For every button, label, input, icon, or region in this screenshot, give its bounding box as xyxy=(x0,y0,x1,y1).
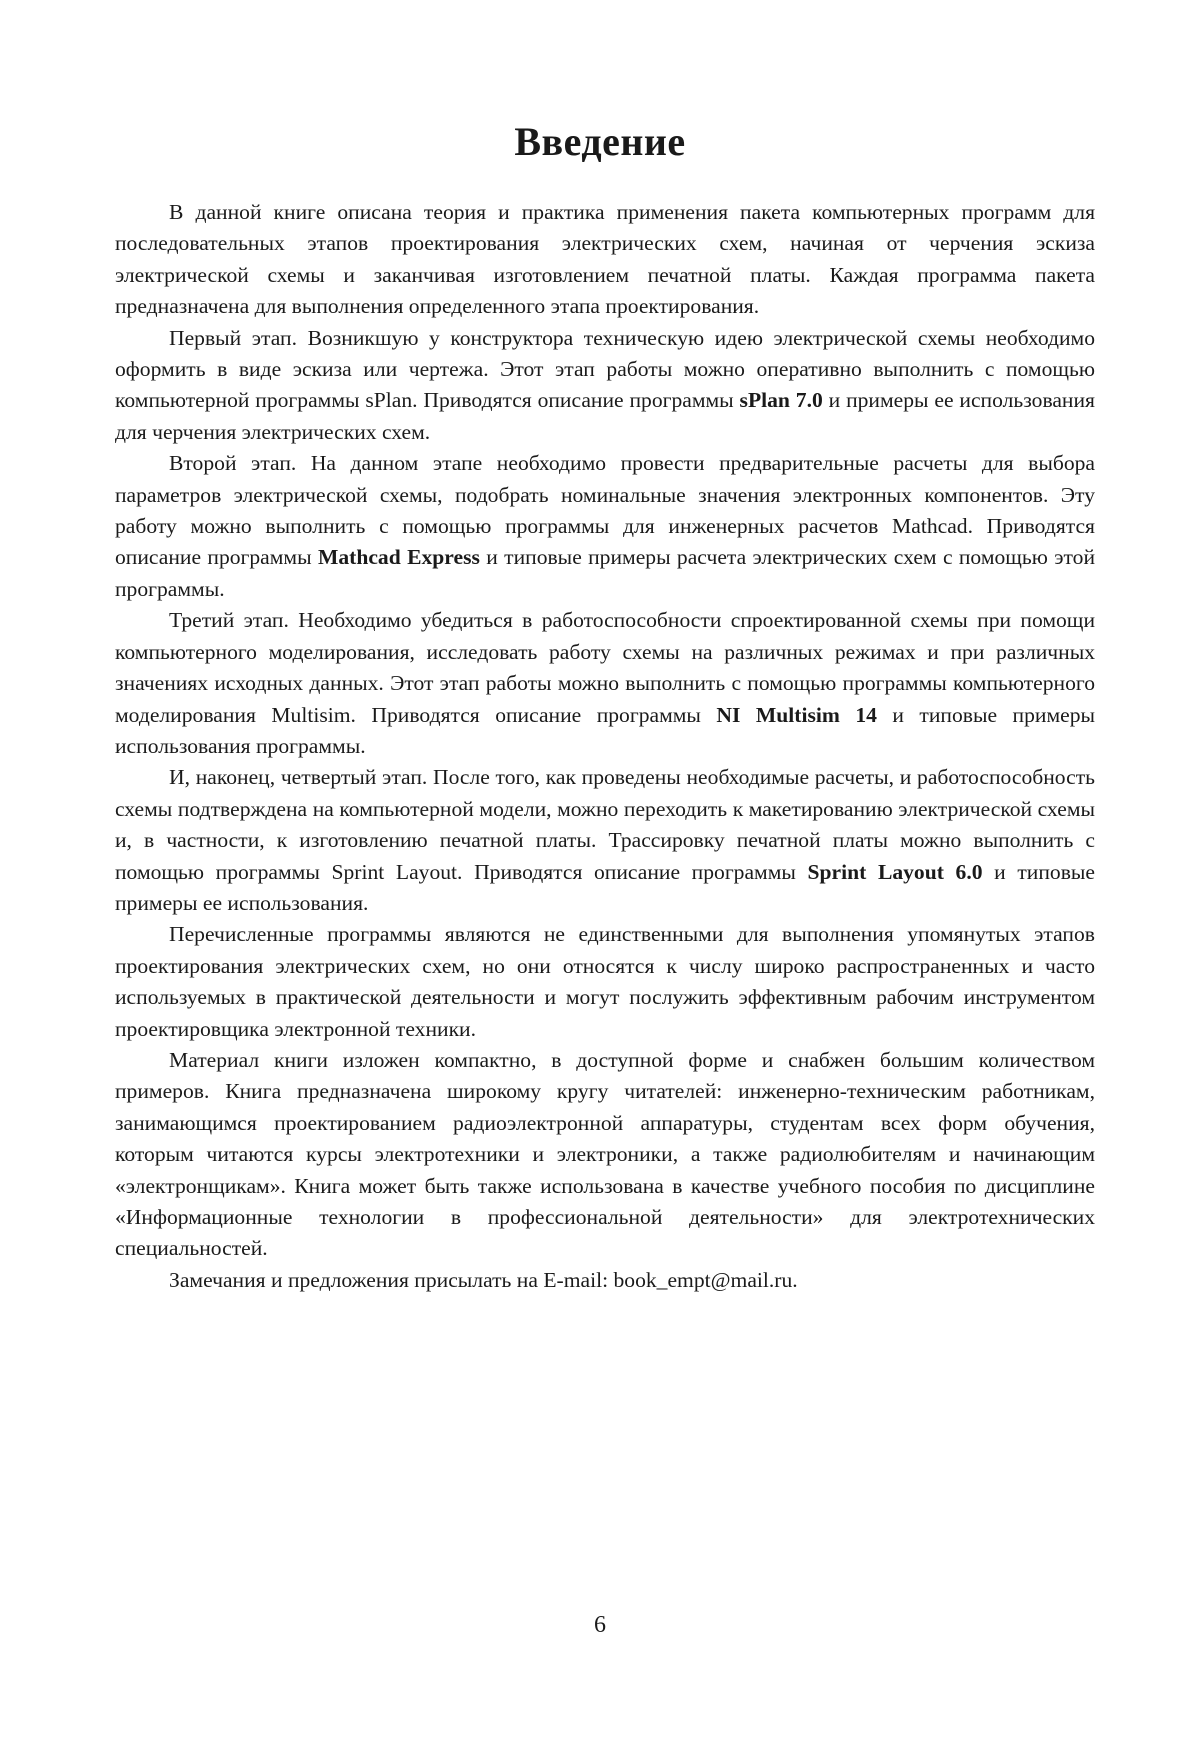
paragraph xyxy=(115,197,1095,323)
paragraph xyxy=(115,919,1095,1045)
program-name: NI Multisim 14 xyxy=(716,703,877,727)
paragraph-text: и примеры ее использования для черчения электрических схем. xyxy=(115,388,1095,443)
paragraph xyxy=(115,1265,1095,1296)
paragraph-text: и типовые примеры использования программы. xyxy=(115,703,1095,758)
paragraph-text: И, наконец, четвертый этап. После того, как проведены необходимые расчеты, и работоспособность схемы подтверждена на компьютерной модели, можно переходить к макетированию электрической схемы и, в частности, к изготовлению печатной платы. Трассировку печатной платы можно выполнить с помощью программы Sprint Layout. Приводятся описание программы xyxy=(115,765,1095,883)
program-name: Mathcad Express xyxy=(318,545,480,569)
paragraph xyxy=(115,1045,1095,1265)
page-title: Введение xyxy=(0,118,1200,165)
paragraph xyxy=(115,323,1095,449)
paragraph-text: Первый этап. Возникшую у конструктора техническую идею электрической схемы необходимо оформить в виде эскиза или чертежа. Этот этап работы можно оперативно выполнить с помощью компьютерной программы sPlan. Приводятся описание программы xyxy=(115,326,1095,413)
body-text xyxy=(115,197,1095,1296)
document-page xyxy=(0,0,1200,1755)
paragraph xyxy=(115,448,1095,605)
program-name: sPlan 7.0 xyxy=(740,388,823,412)
paragraph-text: и типовые примеры расчета электрических схем с помощью этой программы. xyxy=(115,545,1095,600)
paragraph-text: Материал книги изложен компактно, в доступной форме и снабжен большим количеством примеров. Книга предназначена широкому кругу читателей: инженерно-техническим работникам, занимающимся проектированием радиоэлектронной аппаратуры, студентам всех форм обучения, которым читаются курсы электротехники и электроники, а также радиолюбителям и начинающим «электронщикам». Книга может быть также использована в качестве учебного пособия по дисциплине «Информационные технологии в профессиональной деятельности» для электротехнических специальностей. xyxy=(115,1048,1095,1260)
paragraph-text: В данной книге описана теория и практика применения пакета компьютерных программ для последовательных этапов проектирования электрических схем, начиная от черчения эскиза электрической схемы и заканчивая изготовлением печатной платы. Каждая программа пакета предназначена для выполнения определенного этапа проектирования. xyxy=(115,200,1095,318)
paragraph-text: Третий этап. Необходимо убедиться в работоспособности спроектированной схемы при помощи компьютерного моделирования, исследовать работу схемы на различных режимах и при различных значениях исходных данных. Этот этап работы можно выполнить с помощью программы компьютерного моделирования Multisim. Приводятся описание программы xyxy=(115,608,1095,726)
paragraph-text: Перечисленные программы являются не единственными для выполнения упомянутых этапов проектирования электрических схем, но они относятся к числу широко распространенных и часто используемых в практической деятельности и могут послужить эффективным рабочим инструментом проектировщика электронной техники. xyxy=(115,922,1095,1040)
paragraph xyxy=(115,605,1095,762)
page-number: 6 xyxy=(0,1612,1200,1639)
paragraph xyxy=(115,762,1095,919)
paragraph-text: и типовые примеры ее использования. xyxy=(115,860,1095,915)
paragraph-text: Замечания и предложения присылать на E-mail: book_empt@mail.ru. xyxy=(169,1268,798,1292)
paragraph-text: Второй этап. На данном этапе необходимо провести предварительные расчеты для выбора параметров электрической схемы, подобрать номинальные значения электронных компонентов. Эту работу можно выполнить с помощью программы для инженерных расчетов Mathcad. Приводятся описание программы xyxy=(115,451,1095,569)
program-name: Sprint Layout 6.0 xyxy=(808,860,983,884)
